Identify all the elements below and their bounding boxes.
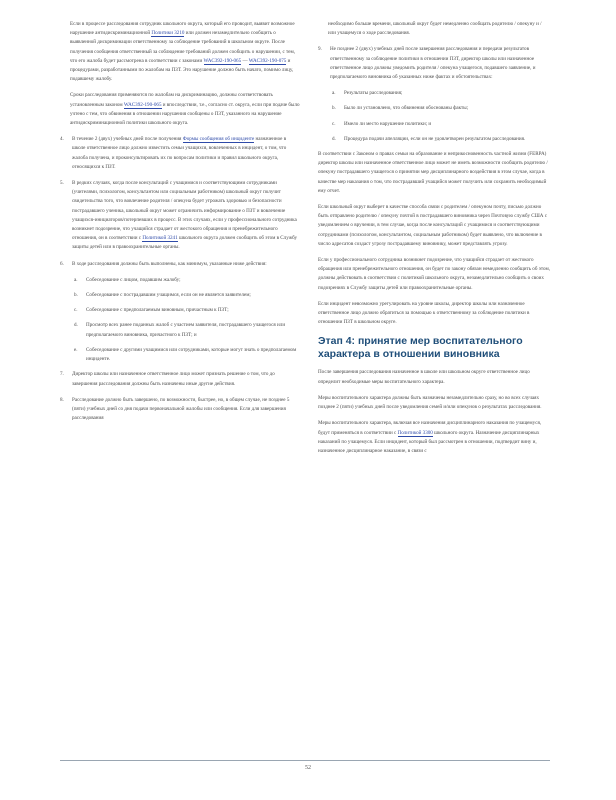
sub-item-d — [318, 135, 550, 144]
sub-item-a — [60, 276, 300, 285]
wac-075-link[interactable]: WAC392-190-075 — [248, 57, 287, 64]
paragraph-stage4-3 — [318, 419, 550, 456]
paragraph-stage4-1: После завершения расследования назначенное в школе или школьном округе ответственное лицо определит необходимые меры воспитательного характера. — [318, 369, 530, 385]
text: Сроки расследования применяются по жалобам на дискриминацию, должны соответствовать установленным законом — [70, 92, 273, 108]
item-number: 9. — [318, 46, 322, 53]
text: Собеседование с лицом, подавшим жалобу; — [86, 276, 181, 283]
text: В редких случаях, когда после консультаций с учащимися и соответствующими сотрудниками (учителями, психологом, консультантом или социальным работником) школьный округ получит свидетельства того, что вовлечение родителя / опекуна будет угрожать здоровью и безопасности пострадавшего ученика, школьный округ может ограничить информирование о ПЗТ и вовлечение учащихся-инициаторов/потерпевших в процесс. В этих случаях, если у профессионального сотрудника возникнет подозрение, что учащийся страдает от жестокого обращения и пренебрежительного отношения, он в соответствии с — [72, 180, 297, 242]
text: Меры воспитательного характера, включая все назначения дисциплинарного наказания по учащемуся, будут применяться в соответствии с — [318, 420, 542, 436]
list-item-7 — [60, 370, 300, 388]
item-number: 6. — [60, 260, 64, 267]
sub-item-b — [60, 291, 300, 300]
sub-letter: d. — [74, 322, 78, 329]
wac-065-link[interactable]: WAC392-190-065 — [203, 57, 242, 64]
text: Просмотр всех ранее поданных жалоб с участием заявителя, пострадавшего учащегося или предполагаемого виновника, причастного к ПЗТ; и — [86, 322, 286, 338]
item-number: 5. — [60, 180, 64, 187]
wac-065-link-2[interactable]: WAC392-190-065 — [123, 101, 162, 108]
sub-letter: a. — [332, 90, 336, 97]
item-number: 7. — [60, 371, 64, 378]
text: — — [242, 57, 248, 64]
text: Собеседование с предполагаемым виновным, причастным к ПЗТ; — [86, 307, 229, 314]
paragraph-intro — [60, 20, 300, 84]
incident-form-link[interactable]: Формы сообщения об инциденте — [182, 136, 255, 143]
text: В течение 2 (двух) учебных дней после получения — [72, 136, 182, 143]
sub-letter: b. — [74, 292, 78, 299]
footer-divider — [60, 760, 550, 761]
list-item-6 — [60, 260, 300, 269]
sub-item-e — [60, 346, 300, 364]
policy-3210-link[interactable]: Политики 3210 — [151, 30, 185, 37]
sub-letter: c. — [332, 120, 336, 127]
item-number: 8. — [60, 396, 64, 403]
text: Директор школы или назначенное ответственное лицо может признать решение о том, что до завершения расследования должны быть назначены иные другие действия. — [72, 371, 275, 387]
left-column — [60, 20, 300, 430]
policy-3300-link[interactable]: Политикой 3300 — [397, 429, 433, 436]
sub-item-a — [318, 89, 550, 98]
sub-item-c — [60, 306, 300, 315]
text: Расследование должно быть завершено, по возможности, быстрее, но, в общем случае, не позднее 5 (пяти) учебных дней со дня подачи первоначальной жалобы или сообщения. Если для завершения расследования — [72, 396, 290, 422]
text: назначенное в школе ответственное лицо должно известить семьи учащихся, вовлеченных в инцидент, о том, что жалоба получена, и проконсультировать их по вопросам политики и правил школьного округа, относящихся к ПЗТ. — [72, 136, 287, 170]
paragraph-professional: Если у профессионального сотрудника возникнет подозрение, что учащийся страдает от жестокого обращения или пренебрежительного отношения, он будет по закону обязан немедленно сообщить об этом, должны действовать в соответствии с политикой школьного округа, незамедлительно сообщить о своих подозрениях в Службу защиты детей или правоохранительные органы. — [318, 257, 551, 291]
text: Собеседование с пострадавшим учащимся, если он не является заявителем; — [86, 292, 251, 299]
sub-letter: e. — [74, 346, 78, 353]
text: или должен незамедлительно сообщить о выявленной дискриминации ответственному за соблюдение требований в школьном округе. После получения сообщения ответственный за соблюдение требований должен сообщить о нарушении, с тем, что его жалоба будет рассмотрена в соответствии с законами — [70, 30, 296, 64]
paragraph-ferpa: В соответствии с Законом о правах семьи на образование и неприкосновенность частной жизни (FERPA) директор школы или назначенное ответственное лицо может не иметь возможности сообщить родителю / опекуну пострадавшего учащегося о принятии мер дисциплинарного воздействия в этом случае, когда в качестве мер наказания о том, что пострадавший учащийся может получить или сохранить необходимый ему отчет. — [318, 151, 548, 194]
list-item-8 — [60, 396, 300, 424]
text: и процедурами, разработанными по жалобам на ПЗТ. Это нарушение должно быть начато, помимо лицу, подавшему жалобу. — [70, 57, 294, 83]
text: и впоследствии, т.е., согласно ст. округа, если при подаче было учтено с тем, что обвинения в отношении нарушения сообщены о ПЗТ, указанного на нарушение антидискриминационной политики школьного округа. — [70, 101, 300, 127]
text: Результаты расследования; — [344, 90, 403, 97]
text: школьного округа. Назначение дисциплинарных наказаний по учащемуся. Если инцидент, который был рассмотрен в отношении, подтвердит вину и, назначенное дисциплинарное наказание, в связи с — [318, 429, 540, 454]
text: Если в процессе расследования сотрудник школьного округа, который его проводит, выявит возможное нарушение антидискриминационной — [70, 21, 295, 37]
page-number: 52 — [305, 765, 311, 771]
section-heading: Этап 4: принятие мер воспитательного характера в отношении виновника — [318, 335, 523, 361]
text: Имело ли место нарушение политики; и — [344, 120, 432, 127]
text: В ходе расследования должны быть выполнены, как минимум, указанные ниже действия: — [72, 260, 267, 267]
paragraph-stage4-2: Меры воспитательного характера должны быть назначены незамедлительно сразу, но во всех случаях позднее 2 (пяти) учебных дней после уведомления семей и/или опекунов о результатах расследования. — [318, 394, 542, 411]
paragraph-continuation: необходимо больше времени, школьный округ будет немедленно сообщать родителю / опекуну и / или учащемуся о ходе расследования. — [328, 21, 542, 37]
list-item-4 — [60, 135, 300, 172]
sub-item-b — [318, 104, 550, 113]
sub-letter: d. — [332, 135, 336, 142]
item-number: 4. — [60, 136, 64, 143]
paragraph-responsible: Если инцидент невозможно урегулировать на уровне школы, директор школы или назначенное ответственное лицо должно обратиться за помощью к ответственному за соблюдение политики в отношении ПЗТ в школьном округе. — [318, 300, 530, 326]
sub-letter: a. — [74, 276, 78, 283]
text: Собеседование с другими учащимися или сотрудниками, которые могут знать о предполагаемом инциденте. — [86, 346, 297, 363]
sub-item-d — [60, 321, 300, 339]
list-item-5 — [60, 179, 300, 253]
text: Процедура подачи апелляции, если он не удовлетворен результатом расследования. — [344, 135, 526, 142]
policy-3241-link[interactable]: Политикой 3241 — [142, 235, 178, 242]
sub-letter: b. — [332, 105, 336, 112]
text: Не позднее 2 (двух) учебных дней после завершения расследования и передачи результатов ответственному за соблюдение политики в отношении ПЗТ, директор школы или назначенное ответственное лицо должны уведомить родителя / опекуна учащегося, подавшего заявление, и предполагаемого виновника об указанных ниже фактах и обстоятельствах: — [330, 46, 536, 81]
sub-letter: c. — [74, 307, 78, 314]
sub-item-c — [318, 120, 550, 129]
text: школьного округа должен сообщить об этом в Службу защиты детей или в правоохранительные органы. — [72, 235, 298, 251]
right-column — [318, 20, 550, 463]
list-item-9 — [318, 45, 550, 82]
paragraph-deadlines — [60, 91, 300, 128]
paragraph-mail: Если школьный округ выберет в качестве способа связи с родителем / опекуном почту, письмо должно быть отправлено родителю / опекуну почтой в пострадавшего виновника через Почтовую службу США с уведомлением о вручении, в тем случае, когда после консультаций с учащимися и соответствующими сотрудниками (психологом, консультантом, социальным работником) будет выявлено, что включение в число адресатов создаст угрозу пострадавшему виновнику, может представлять угрозу. — [318, 204, 548, 247]
text: Было ли установлено, что обвинения обоснованы факты; — [344, 105, 469, 112]
